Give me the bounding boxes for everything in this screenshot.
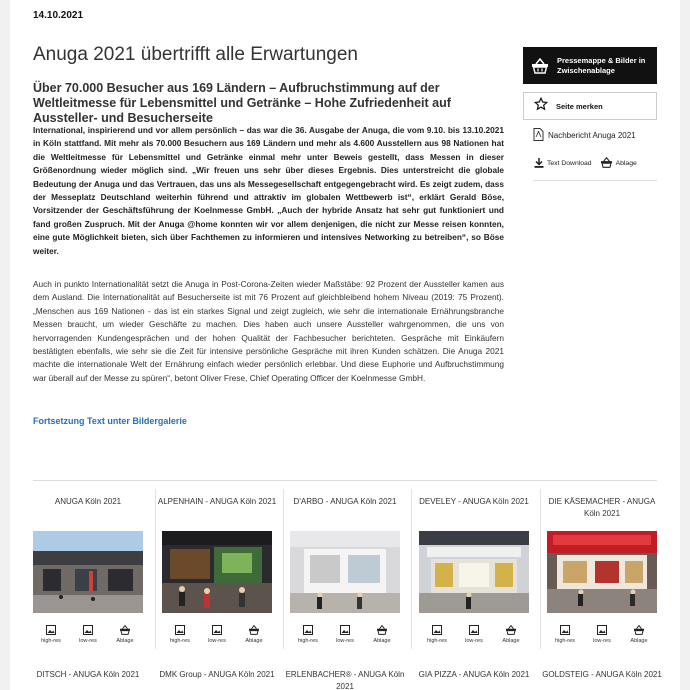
gallery-separator — [155, 489, 156, 649]
basket-icon — [119, 625, 131, 635]
gallery-actions — [28, 625, 148, 644]
gallery-caption: DEVELEY - ANUGA Köln 2021 — [419, 497, 529, 506]
image-icon — [597, 625, 607, 635]
image-icon — [212, 625, 222, 635]
gallery-caption: ERLENBACHER® - ANUGA Köln 2021 — [285, 670, 405, 690]
high-res-download[interactable] — [290, 625, 327, 644]
text-download-link[interactable] — [534, 158, 592, 170]
high-res-label: high-res — [555, 638, 575, 644]
gallery-card[interactable] — [285, 496, 405, 644]
ablage-button[interactable] — [364, 625, 401, 644]
report-link-label: Nachbericht Anuga 2021 — [548, 131, 636, 140]
article-date: 14.10.2021 — [33, 10, 84, 21]
ablage-button[interactable] — [621, 625, 658, 644]
image-icon — [432, 625, 442, 635]
gallery-card[interactable] — [28, 496, 148, 644]
press-kit-label: Pressemappe & Bilder in Zwischenablage — [557, 56, 646, 75]
gallery-card[interactable] — [542, 496, 662, 644]
gallery-caption: GIA PIZZA - ANUGA Köln 2021 — [418, 670, 530, 679]
gallery-photo[interactable] — [290, 531, 400, 613]
report-pdf-link[interactable] — [533, 128, 636, 143]
low-res-label: low-res — [336, 638, 354, 644]
sidebar-ablage-link[interactable] — [600, 157, 637, 170]
sidebar-download-row — [534, 157, 645, 170]
star-icon — [534, 97, 548, 116]
basket-icon — [531, 57, 549, 75]
low-res-label: low-res — [465, 638, 483, 644]
gallery-actions — [414, 625, 534, 644]
download-icon — [534, 158, 544, 170]
high-res-download[interactable] — [419, 625, 456, 644]
article-subtitle: Über 70.000 Besucher aus 169 Ländern – Aufbruchstimmung auf der Weltleitmesse für Lebensmittel und Getränke – Hohe Zufriedenheit auf Aussteller- und Besucherseite — [33, 81, 451, 125]
gallery-caption: DIE KÄSEMACHER - ANUGA Köln 2021 — [548, 497, 656, 518]
gallery-separator — [283, 489, 284, 649]
gallery-caption: D'ARBO - ANUGA Köln 2021 — [293, 497, 397, 506]
image-icon — [83, 625, 93, 635]
ablage-button[interactable] — [493, 625, 530, 644]
gallery-divider — [33, 480, 657, 481]
press-kit-button[interactable] — [523, 47, 657, 84]
bookmark-label: Seite merken — [556, 101, 603, 111]
image-icon — [469, 625, 479, 635]
image-icon — [340, 625, 350, 635]
low-res-download[interactable] — [456, 625, 493, 644]
ablage-label: Ablage — [630, 638, 648, 644]
low-res-download[interactable] — [70, 625, 107, 644]
high-res-label: high-res — [298, 638, 318, 644]
ablage-button[interactable] — [236, 625, 273, 644]
low-res-download[interactable] — [584, 625, 621, 644]
high-res-download[interactable] — [33, 625, 70, 644]
low-res-label: low-res — [79, 638, 97, 644]
basket-icon — [505, 625, 517, 635]
gallery-photo[interactable] — [162, 531, 272, 613]
image-icon — [46, 625, 56, 635]
bookmark-button[interactable] — [523, 92, 657, 120]
basket-icon — [600, 157, 613, 170]
image-icon — [303, 625, 313, 635]
ablage-label: Ablage — [116, 638, 134, 644]
high-res-label: high-res — [427, 638, 447, 644]
gallery-card[interactable] — [157, 496, 277, 644]
image-icon — [560, 625, 570, 635]
basket-icon — [248, 625, 260, 635]
gallery-actions — [157, 625, 277, 644]
high-res-label: high-res — [41, 638, 61, 644]
image-icon — [175, 625, 185, 635]
gallery-photo[interactable] — [419, 531, 529, 613]
gallery-separator — [411, 489, 412, 649]
gallery-photo[interactable] — [33, 531, 143, 613]
ablage-label: Ablage — [245, 638, 263, 644]
article-body: Auch in punkto Internationalität setzt die Anuga in Post-Corona-Zeiten wieder Maßstäbe: 92 Prozent der Aussteller kamen aus dem Ausland. Die Internationalität auf Besucherseite ist mit 76 Prozent auf gleichbleibend hohem Niveau (2019: 75 Prozent). „Menschen aus 169 Nationen - das ist ein starkes Signal und zeigt zugleich, wie sehr die internationale Ernährungsbranche Messen braucht, um wieder Geschäfte zu machen. Dies haben auch unsere Aussteller wahrgenommen, die uns von hervorragenden Kundengesprächen und der hohen Qualität der Fachbesucher berichteten. Gespräche mit Einkäufern bestätigten ebenfalls, wie sehr sie die Zeit für intensive persönliche Gespräche mit ihren Kunden schätzen. Die Anuga 2021 machte die internationale Welt der Ernährung einfach wieder persönlich erlebbar. Und diese Euphorie und Aufbruchstimmung war überall auf der Messe zu spüren“, betont Oliver Frese, Chief Operating Officer der Koelnmesse GmbH. — [33, 279, 504, 383]
high-res-label: high-res — [170, 638, 190, 644]
continue-text-link[interactable]: Fortsetzung Text unter Bildergalerie — [33, 416, 187, 426]
basket-icon — [376, 625, 388, 635]
sidebar-divider — [533, 180, 657, 181]
high-res-download[interactable] — [162, 625, 199, 644]
low-res-label: low-res — [593, 638, 611, 644]
sidebar-ablage-label: Ablage — [615, 160, 637, 167]
ablage-label: Ablage — [502, 638, 520, 644]
gallery-separator — [540, 489, 541, 649]
low-res-download[interactable] — [327, 625, 364, 644]
gallery-photo[interactable] — [547, 531, 657, 613]
basket-icon — [633, 625, 645, 635]
ablage-button[interactable] — [107, 625, 144, 644]
page-title: Anuga 2021 übertrifft alle Erwartungen — [33, 44, 358, 65]
gallery-caption: GOLDSTEIG - ANUGA Köln 2021 — [542, 670, 662, 679]
pdf-icon — [533, 128, 544, 143]
gallery-caption: ANUGA Köln 2021 — [54, 497, 122, 506]
low-res-download[interactable] — [199, 625, 236, 644]
page — [10, 0, 680, 690]
gallery-card[interactable] — [414, 496, 534, 644]
text-download-label: Text Download — [547, 160, 592, 167]
gallery-caption: DITSCH - ANUGA Köln 2021 — [36, 670, 140, 679]
gallery-actions — [542, 625, 662, 644]
low-res-label: low-res — [208, 638, 226, 644]
gallery-caption: DMK Group - ANUGA Köln 2021 — [159, 670, 275, 679]
gallery-actions — [285, 625, 405, 644]
article-lead: International, inspirierend und vor allem persönlich – das war die 36. Ausgabe der Anuga, die vom 9.10. bis 13.10.2021 in Köln stattfand. Mit mehr als 70.000 Besuchern aus 169 Ländern und mehr als 4.600 Ausstellern aus 98 Nationen hat die Weltleitmesse für Lebensmittel und Getränke einmal mehr unter Beweis gestellt, dass Messen in dieser Größenordnung wieder möglich sind. „Wir freuen uns sehr über dieses Ergebnis. Dies unterstreicht die globale Bedeutung der Anuga und das Vertrauen, das uns als Messegesellschaft entgegengebracht wird. Es zeigt zudem, dass der Messeplatz Deutschland weiterhin führend und attraktiv im globalen Wettbewerb ist“, erklärt Gerald Böse, Vorsitzender der Geschäftsführung der Koelnmesse GmbH. „Auch der hybride Ansatz hat sehr gut funktioniert und fand großen Zuspruch. Mit der Anuga @home konnten wir vor allem denjenigen, die nicht zur Messe reisen konnten, eine gute Möglichkeit bieten, sich über Fachthemen zu informieren und intensives Networking zu betreiben“, so Böse weiter. — [33, 125, 504, 256]
gallery-caption: ALPENHAIN - ANUGA Köln 2021 — [157, 497, 277, 506]
ablage-label: Ablage — [373, 638, 391, 644]
high-res-download[interactable] — [547, 625, 584, 644]
